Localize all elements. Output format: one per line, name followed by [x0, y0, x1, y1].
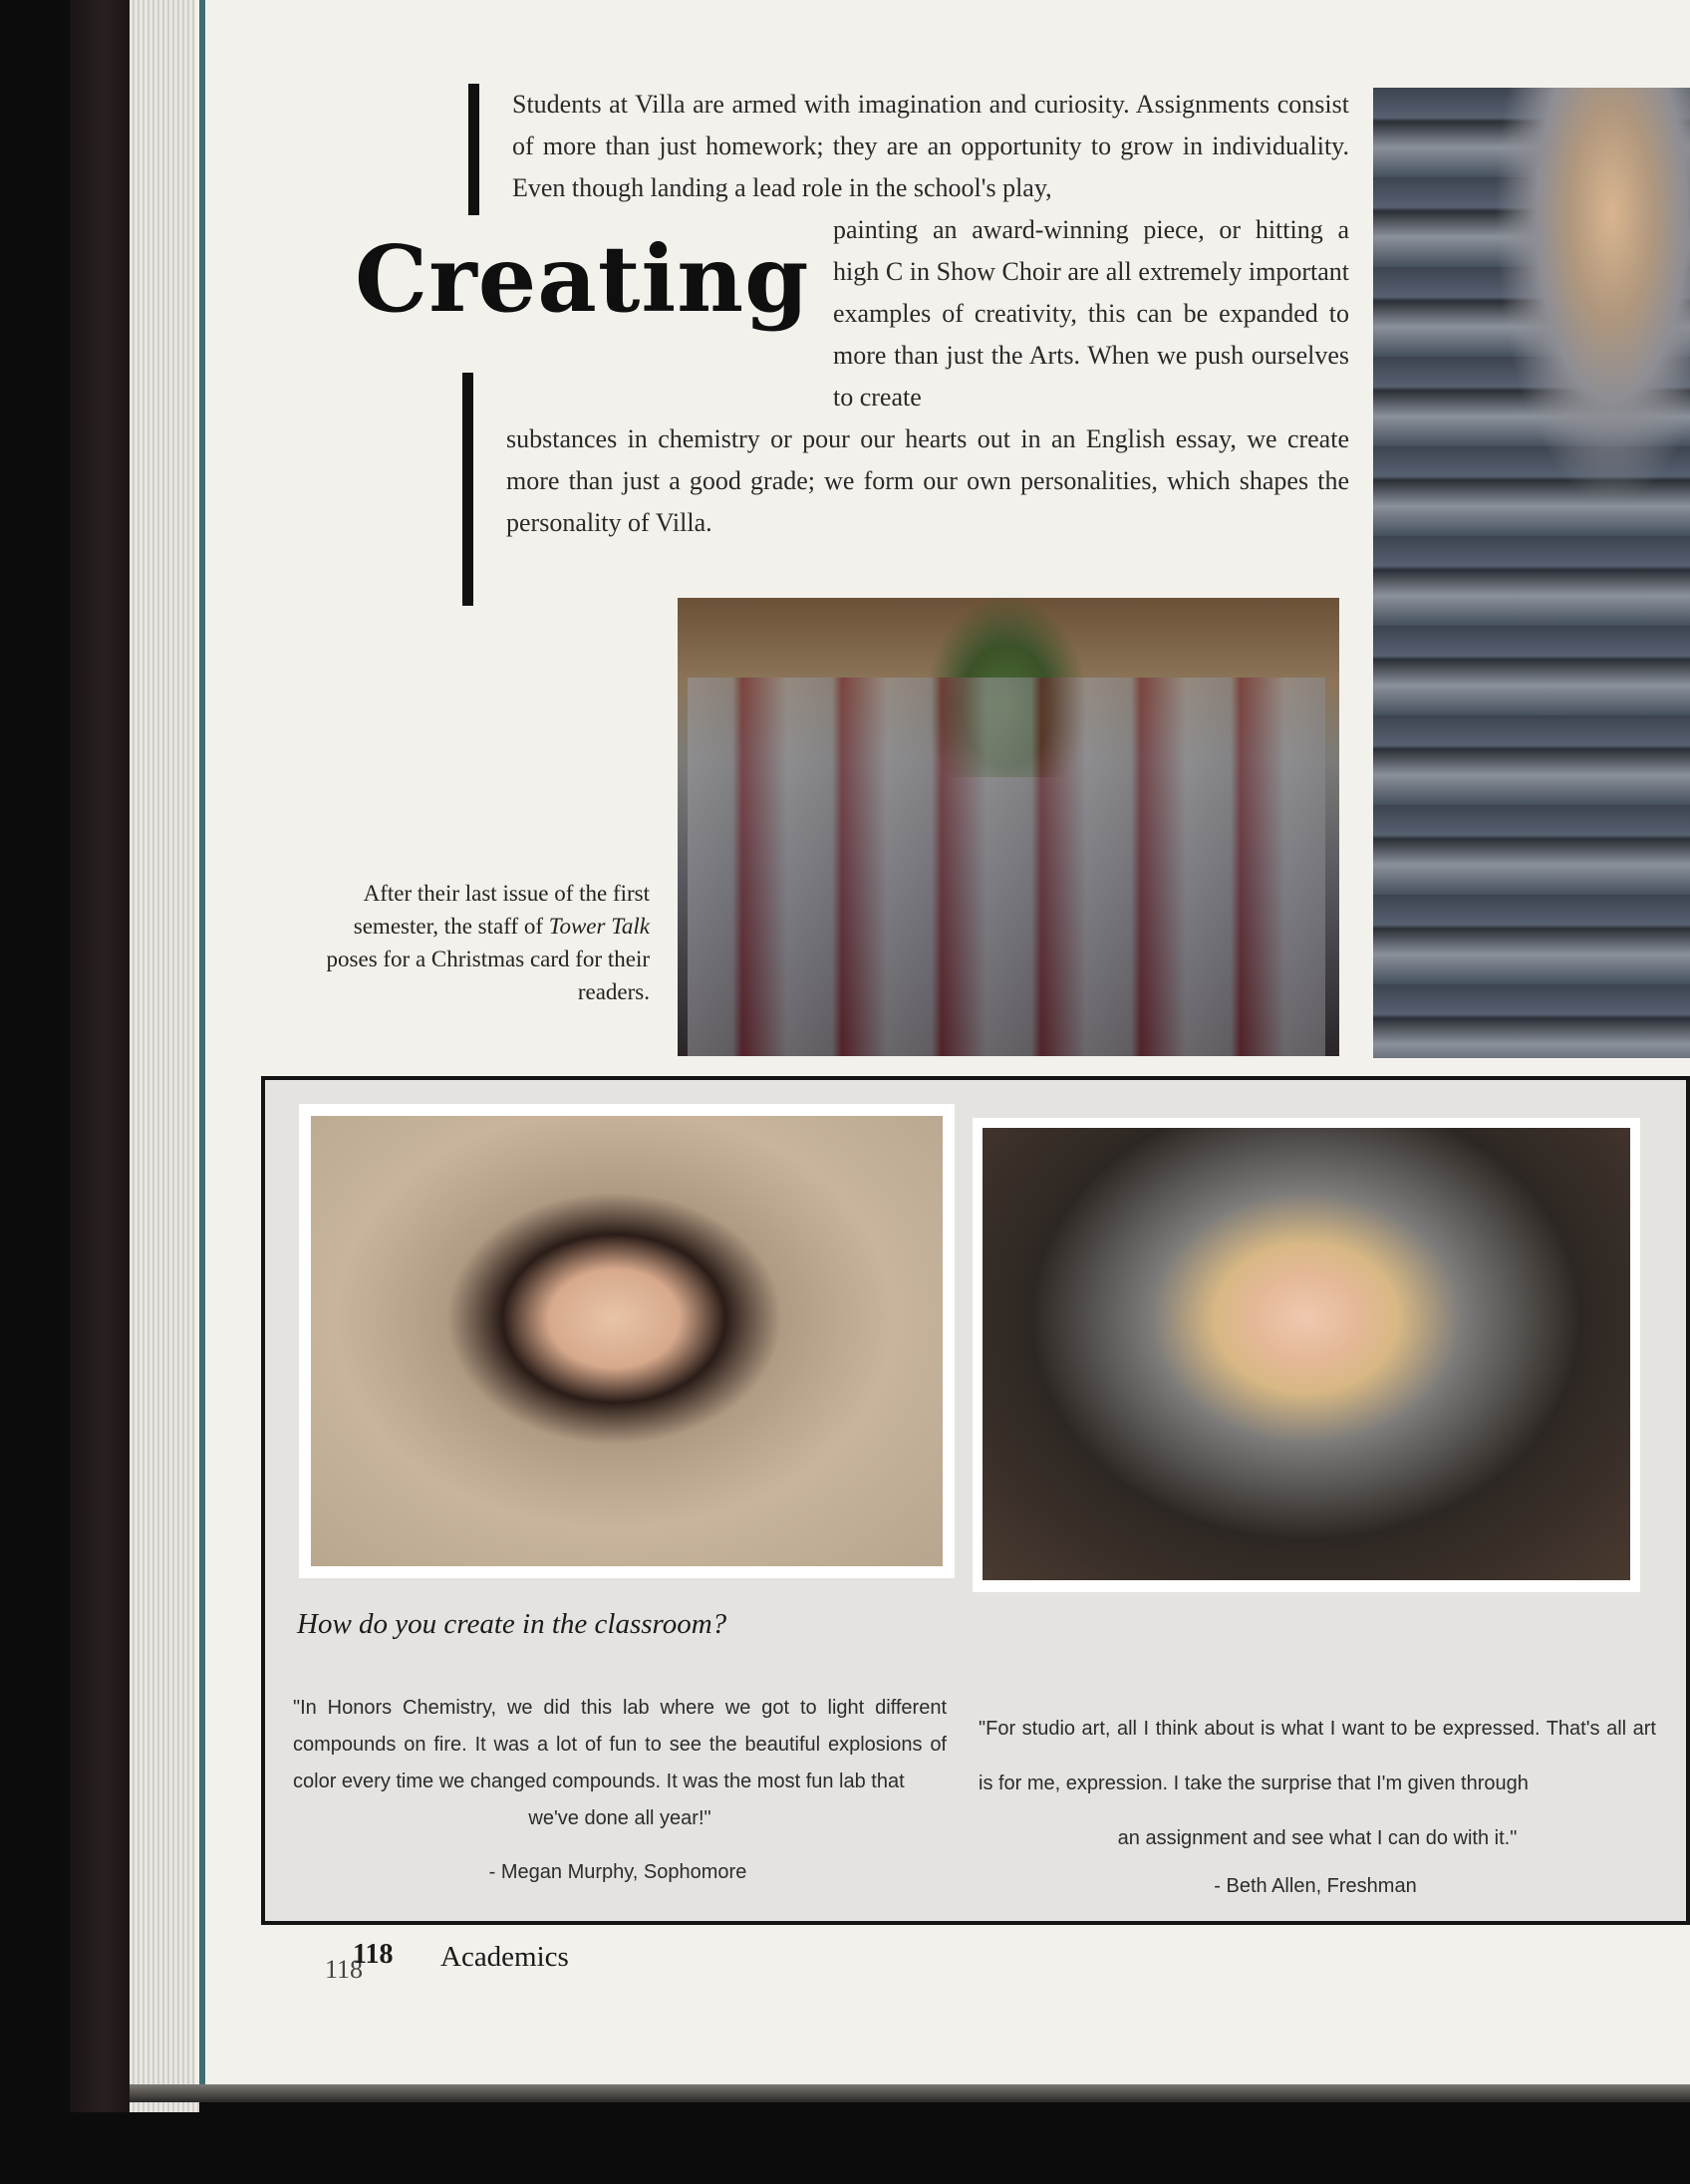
caption-publication-name: Tower Talk	[548, 914, 650, 939]
quote-right-body: "For studio art, all I think about is what I want to be expressed. That's all art is for me, expression. I take the surprise that I'm given through	[979, 1718, 1656, 1794]
quote-question: How do you create in the classroom?	[297, 1608, 727, 1640]
caption-text-end: poses for a Christmas card for their readers.	[326, 947, 650, 1004]
quote-left-last-line: we've done all year!"	[528, 1807, 711, 1829]
quote-left	[293, 1690, 947, 1837]
art-student-figure	[1495, 88, 1690, 506]
portrait-megan-murphy	[311, 1116, 943, 1566]
quote-right	[979, 1702, 1656, 1866]
accent-bar-top	[468, 84, 479, 215]
staff-group-figures	[688, 678, 1325, 1056]
intro-paragraph-bottom: substances in chemistry or pour our hearts out in an English essay, we create more than just a good grade; we form our own personalities, which shapes the personality of Villa.	[506, 424, 1349, 537]
page-title: Creating	[355, 225, 810, 333]
accent-bar-bottom	[462, 373, 473, 606]
quote-right-attribution: - Beth Allen, Freshman	[1214, 1875, 1417, 1897]
portrait-beth-allen	[983, 1128, 1630, 1580]
intro-paragraph-top: Students at Villa are armed with imagination and curiosity. Assignments consist of more than just homework; they are an opportunity to grow in individuality. Even though landing a lead role in the school's play,	[512, 90, 1349, 202]
page-margin-rule	[199, 0, 205, 2087]
photo-caption	[299, 877, 650, 1008]
page-number-faint: 118	[325, 1955, 364, 1984]
quote-left-attribution: - Megan Murphy, Sophomore	[488, 1861, 747, 1883]
quote-right-last-line: an assignment and see what I can do with it."	[1117, 1827, 1518, 1849]
page-edges	[130, 0, 199, 2112]
intro-paragraph-middle: painting an award-winning piece, or hitting a high C in Show Choir are all extremely important examples of creativity, this can be expanded to more than just the Arts. When we push ourselves to create	[833, 215, 1349, 411]
quote-left-body: "In Honors Chemistry, we did this lab where we got to light different compounds on fire. It was a lot of fun to see the beautiful explosions of color every time we changed compounds. It was the most fun lab that	[293, 1697, 947, 1792]
section-name: Academics	[440, 1941, 569, 1973]
page-bottom-shadow	[130, 2084, 1690, 2102]
page-number: 118	[353, 1939, 394, 1970]
caption-text-start: After their last issue of the first semester, the staff of	[353, 881, 650, 939]
